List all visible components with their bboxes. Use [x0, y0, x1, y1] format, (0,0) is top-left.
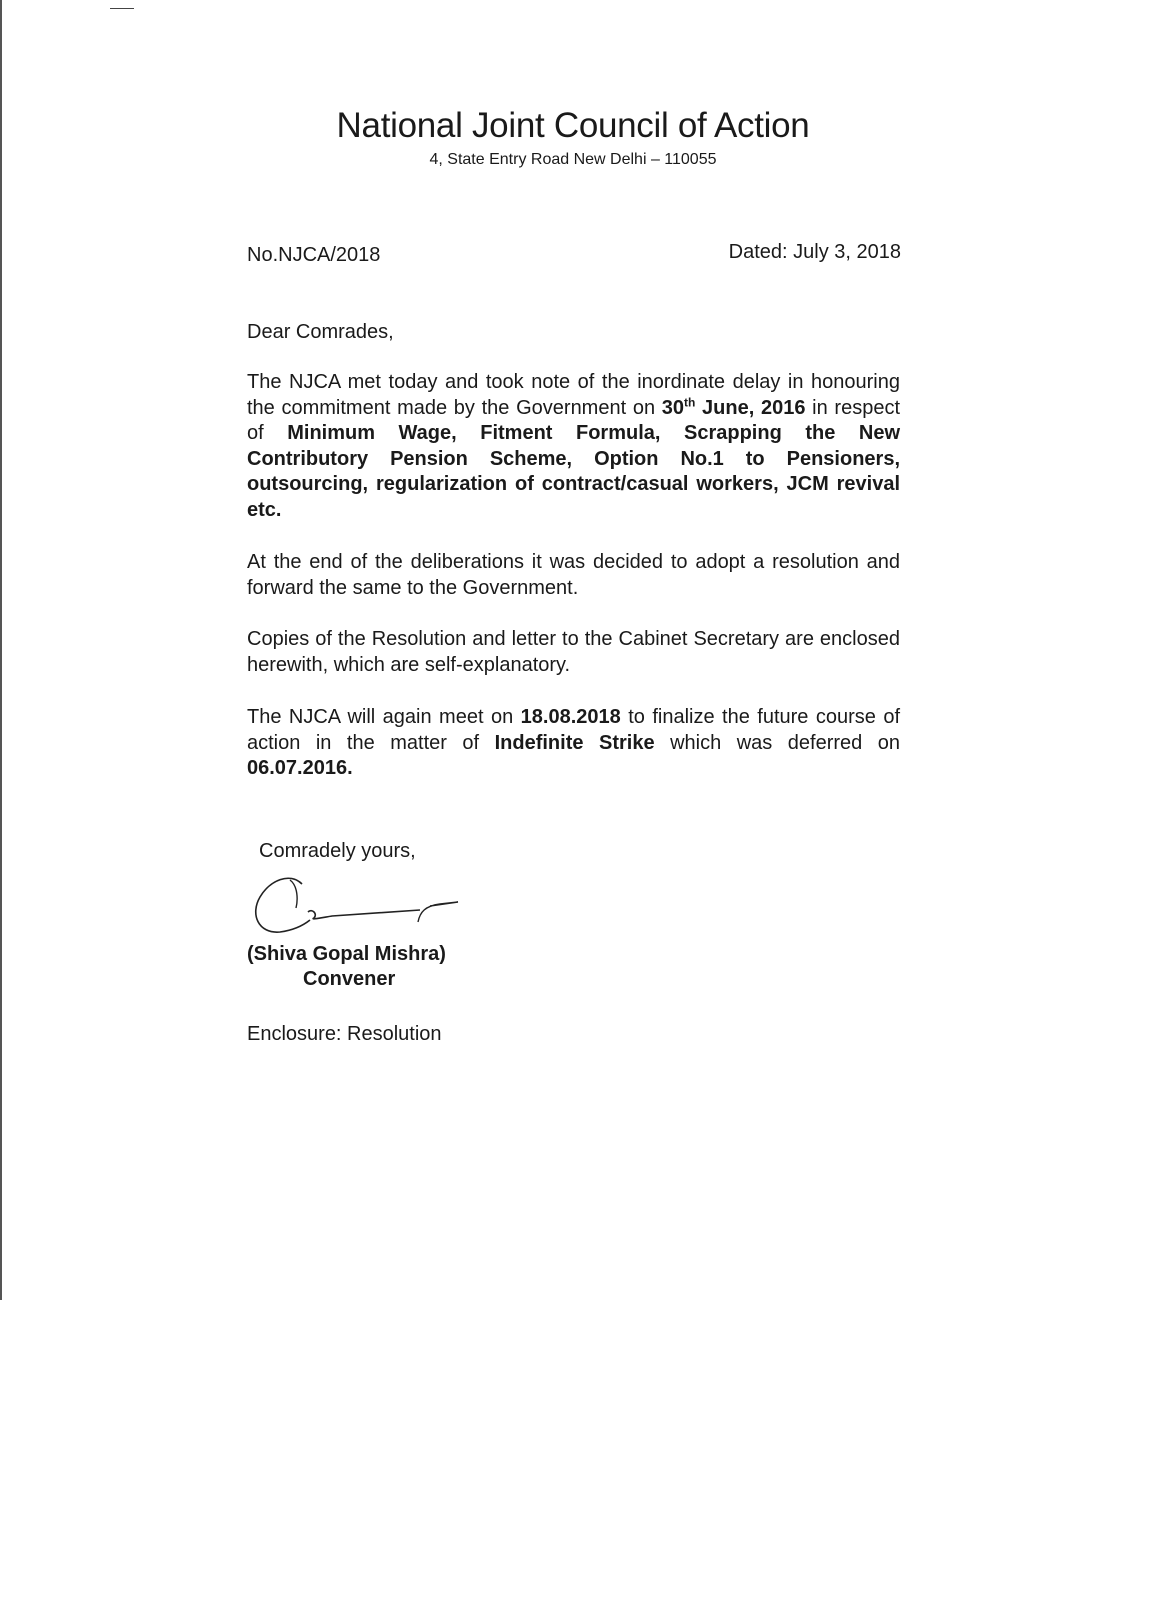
paragraph-4 — [247, 705, 900, 782]
letterhead-address: 4, State Entry Road New Delhi – 110055 — [429, 151, 717, 168]
salutation: Dear Comrades, — [247, 321, 394, 343]
text: to finalize the future course of action in the matter of — [247, 706, 901, 754]
bold-text: 18.08.2018 — [520, 706, 621, 728]
text: in respect of — [247, 396, 900, 444]
signatory-name: (Shiva Gopal Mishra) — [247, 943, 446, 965]
enclosure-note: Enclosure: Resolution — [247, 1023, 442, 1045]
reference-number: No.NJCA/2018 — [247, 244, 381, 266]
bold-text: Indefinite Strike — [494, 731, 655, 754]
scan-mark — [110, 8, 134, 9]
signatory-role: Convener — [303, 968, 396, 990]
paragraph-3: Copies of the Resolution and letter to the Cabinet Secretary are enclosed herewith, which are self-explanatory. — [247, 628, 900, 676]
letterhead-title: National Joint Council of Action — [336, 106, 810, 145]
superscript: th — [684, 394, 696, 409]
text: The NJCA will again meet on — [247, 706, 521, 728]
signature — [250, 872, 470, 942]
bold-text: Minimum Wage, Fitment Formula, Scrapping the New Contributory Pension Scheme, Option No.1 to Pensioners, outsourcing, regularization of contract/casual workers, JCM revival etc. — [247, 422, 900, 521]
bold-text: 06.07.2016. — [247, 757, 353, 779]
bold-text: 30 — [661, 396, 685, 419]
bold-text: June, 2016 — [702, 396, 806, 419]
text: which was deferred on — [654, 731, 901, 754]
paragraph-2: At the end of the deliberations it was decided to adopt a resolution and forward the same to the Government. — [247, 551, 900, 599]
text: The NJCA met today and took note of the inordinate delay in honouring the commitment made by the Government on — [247, 371, 900, 419]
letter-date: Dated: July 3, 2018 — [728, 241, 901, 263]
paragraph-1 — [247, 370, 900, 523]
scan-edge — [0, 0, 2, 1300]
closing: Comradely yours, — [259, 840, 416, 862]
